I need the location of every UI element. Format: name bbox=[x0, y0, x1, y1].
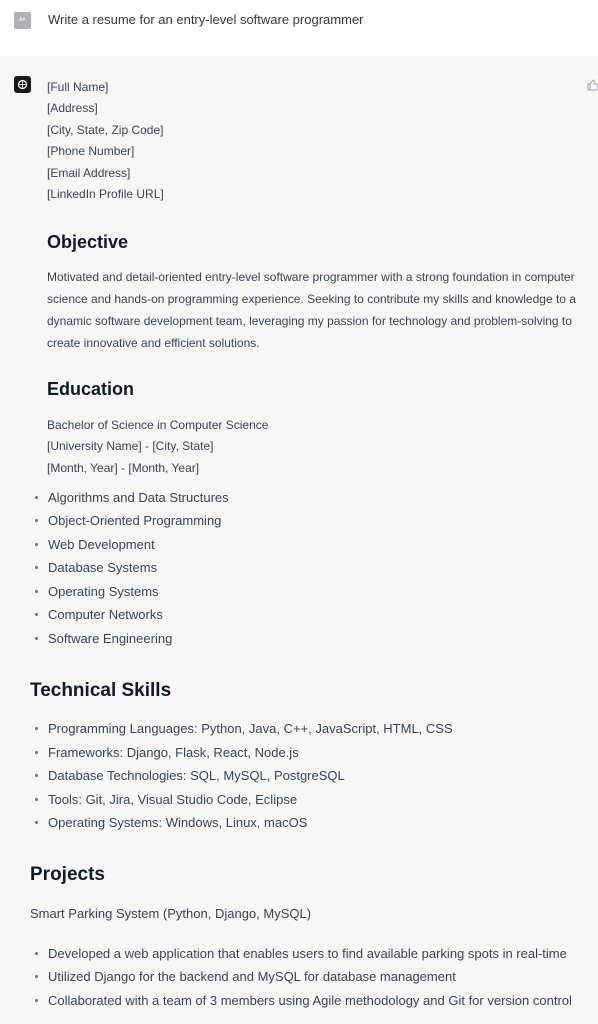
degree: Bachelor of Science in Computer Science bbox=[47, 418, 269, 432]
bullet-icon bbox=[35, 637, 38, 640]
bullet-icon bbox=[35, 543, 38, 546]
bullet-icon bbox=[35, 821, 38, 824]
list-item: Database Systems bbox=[48, 560, 158, 575]
list-item: Software Engineering bbox=[48, 631, 173, 646]
user-avatar: AA bbox=[14, 12, 31, 29]
skills-heading: Technical Skills bbox=[30, 680, 172, 701]
list-item: Object-Oriented Programming bbox=[48, 513, 222, 528]
resume-phone: [Phone Number] bbox=[47, 144, 135, 158]
bullet-icon bbox=[35, 727, 38, 730]
objective-line: create innovative and efficient solutions. bbox=[47, 336, 260, 350]
bullet-icon bbox=[35, 613, 38, 616]
list-item: Collaborated with a team of 3 members using Agile methodology and Git for version control bbox=[48, 993, 572, 1008]
resume-email: [Email Address] bbox=[47, 166, 131, 180]
list-item: Algorithms and Data Structures bbox=[48, 490, 229, 505]
user-message bbox=[0, 0, 598, 56]
list-item: Operating Systems bbox=[48, 584, 159, 599]
objective-line: science and hands-on programming experience. Seeking to contribute my skills and knowledge to a bbox=[47, 292, 576, 306]
bullet-icon bbox=[35, 566, 38, 569]
education-dates: [Month, Year] - [Month, Year] bbox=[47, 461, 200, 475]
list-item: Developed a web application that enables users to find available parking spots in real-time bbox=[48, 946, 567, 961]
bullet-icon bbox=[35, 952, 38, 955]
resume-city-state-zip: [City, State, Zip Code] bbox=[47, 123, 164, 137]
bullet-icon bbox=[35, 496, 38, 499]
projects-heading: Projects bbox=[30, 864, 105, 885]
thumbs-up-icon[interactable] bbox=[586, 78, 598, 92]
university: [University Name] - [City, State] bbox=[47, 439, 214, 453]
assistant-avatar-icon bbox=[14, 76, 31, 93]
list-item: Computer Networks bbox=[48, 607, 163, 622]
list-item: Frameworks: Django, Flask, React, Node.js bbox=[48, 745, 299, 760]
list-item: Web Development bbox=[48, 537, 155, 552]
bullet-icon bbox=[35, 774, 38, 777]
objective-line: Motivated and detail-oriented entry-level software programmer with a strong foundation in computer bbox=[47, 270, 575, 284]
bullet-icon bbox=[35, 590, 38, 593]
resume-linkedin: [LinkedIn Profile URL] bbox=[47, 187, 164, 201]
objective-line: dynamic software development team, leveraging my passion for technology and problem-solving to bbox=[47, 314, 572, 328]
bullet-icon bbox=[35, 999, 38, 1002]
list-item: Programming Languages: Python, Java, C++, JavaScript, HTML, CSS bbox=[48, 721, 453, 736]
bullet-icon bbox=[35, 975, 38, 978]
user-prompt: Write a resume for an entry-level software programmer bbox=[48, 12, 364, 27]
resume-address: [Address] bbox=[47, 101, 98, 115]
list-item: Database Technologies: SQL, MySQL, PostgreSQL bbox=[48, 768, 345, 783]
objective-heading: Objective bbox=[47, 232, 129, 252]
list-item: Utilized Django for the backend and MySQL for database management bbox=[48, 969, 456, 984]
bullet-icon bbox=[35, 751, 38, 754]
bullet-icon bbox=[35, 519, 38, 522]
resume-full-name: [Full Name] bbox=[47, 80, 109, 94]
education-heading: Education bbox=[47, 379, 135, 399]
list-item: Operating Systems: Windows, Linux, macOS bbox=[48, 815, 308, 830]
bullet-icon bbox=[35, 798, 38, 801]
project-title: Smart Parking System (Python, Django, MySQL) bbox=[30, 906, 312, 921]
list-item: Tools: Git, Jira, Visual Studio Code, Eclipse bbox=[48, 792, 298, 807]
